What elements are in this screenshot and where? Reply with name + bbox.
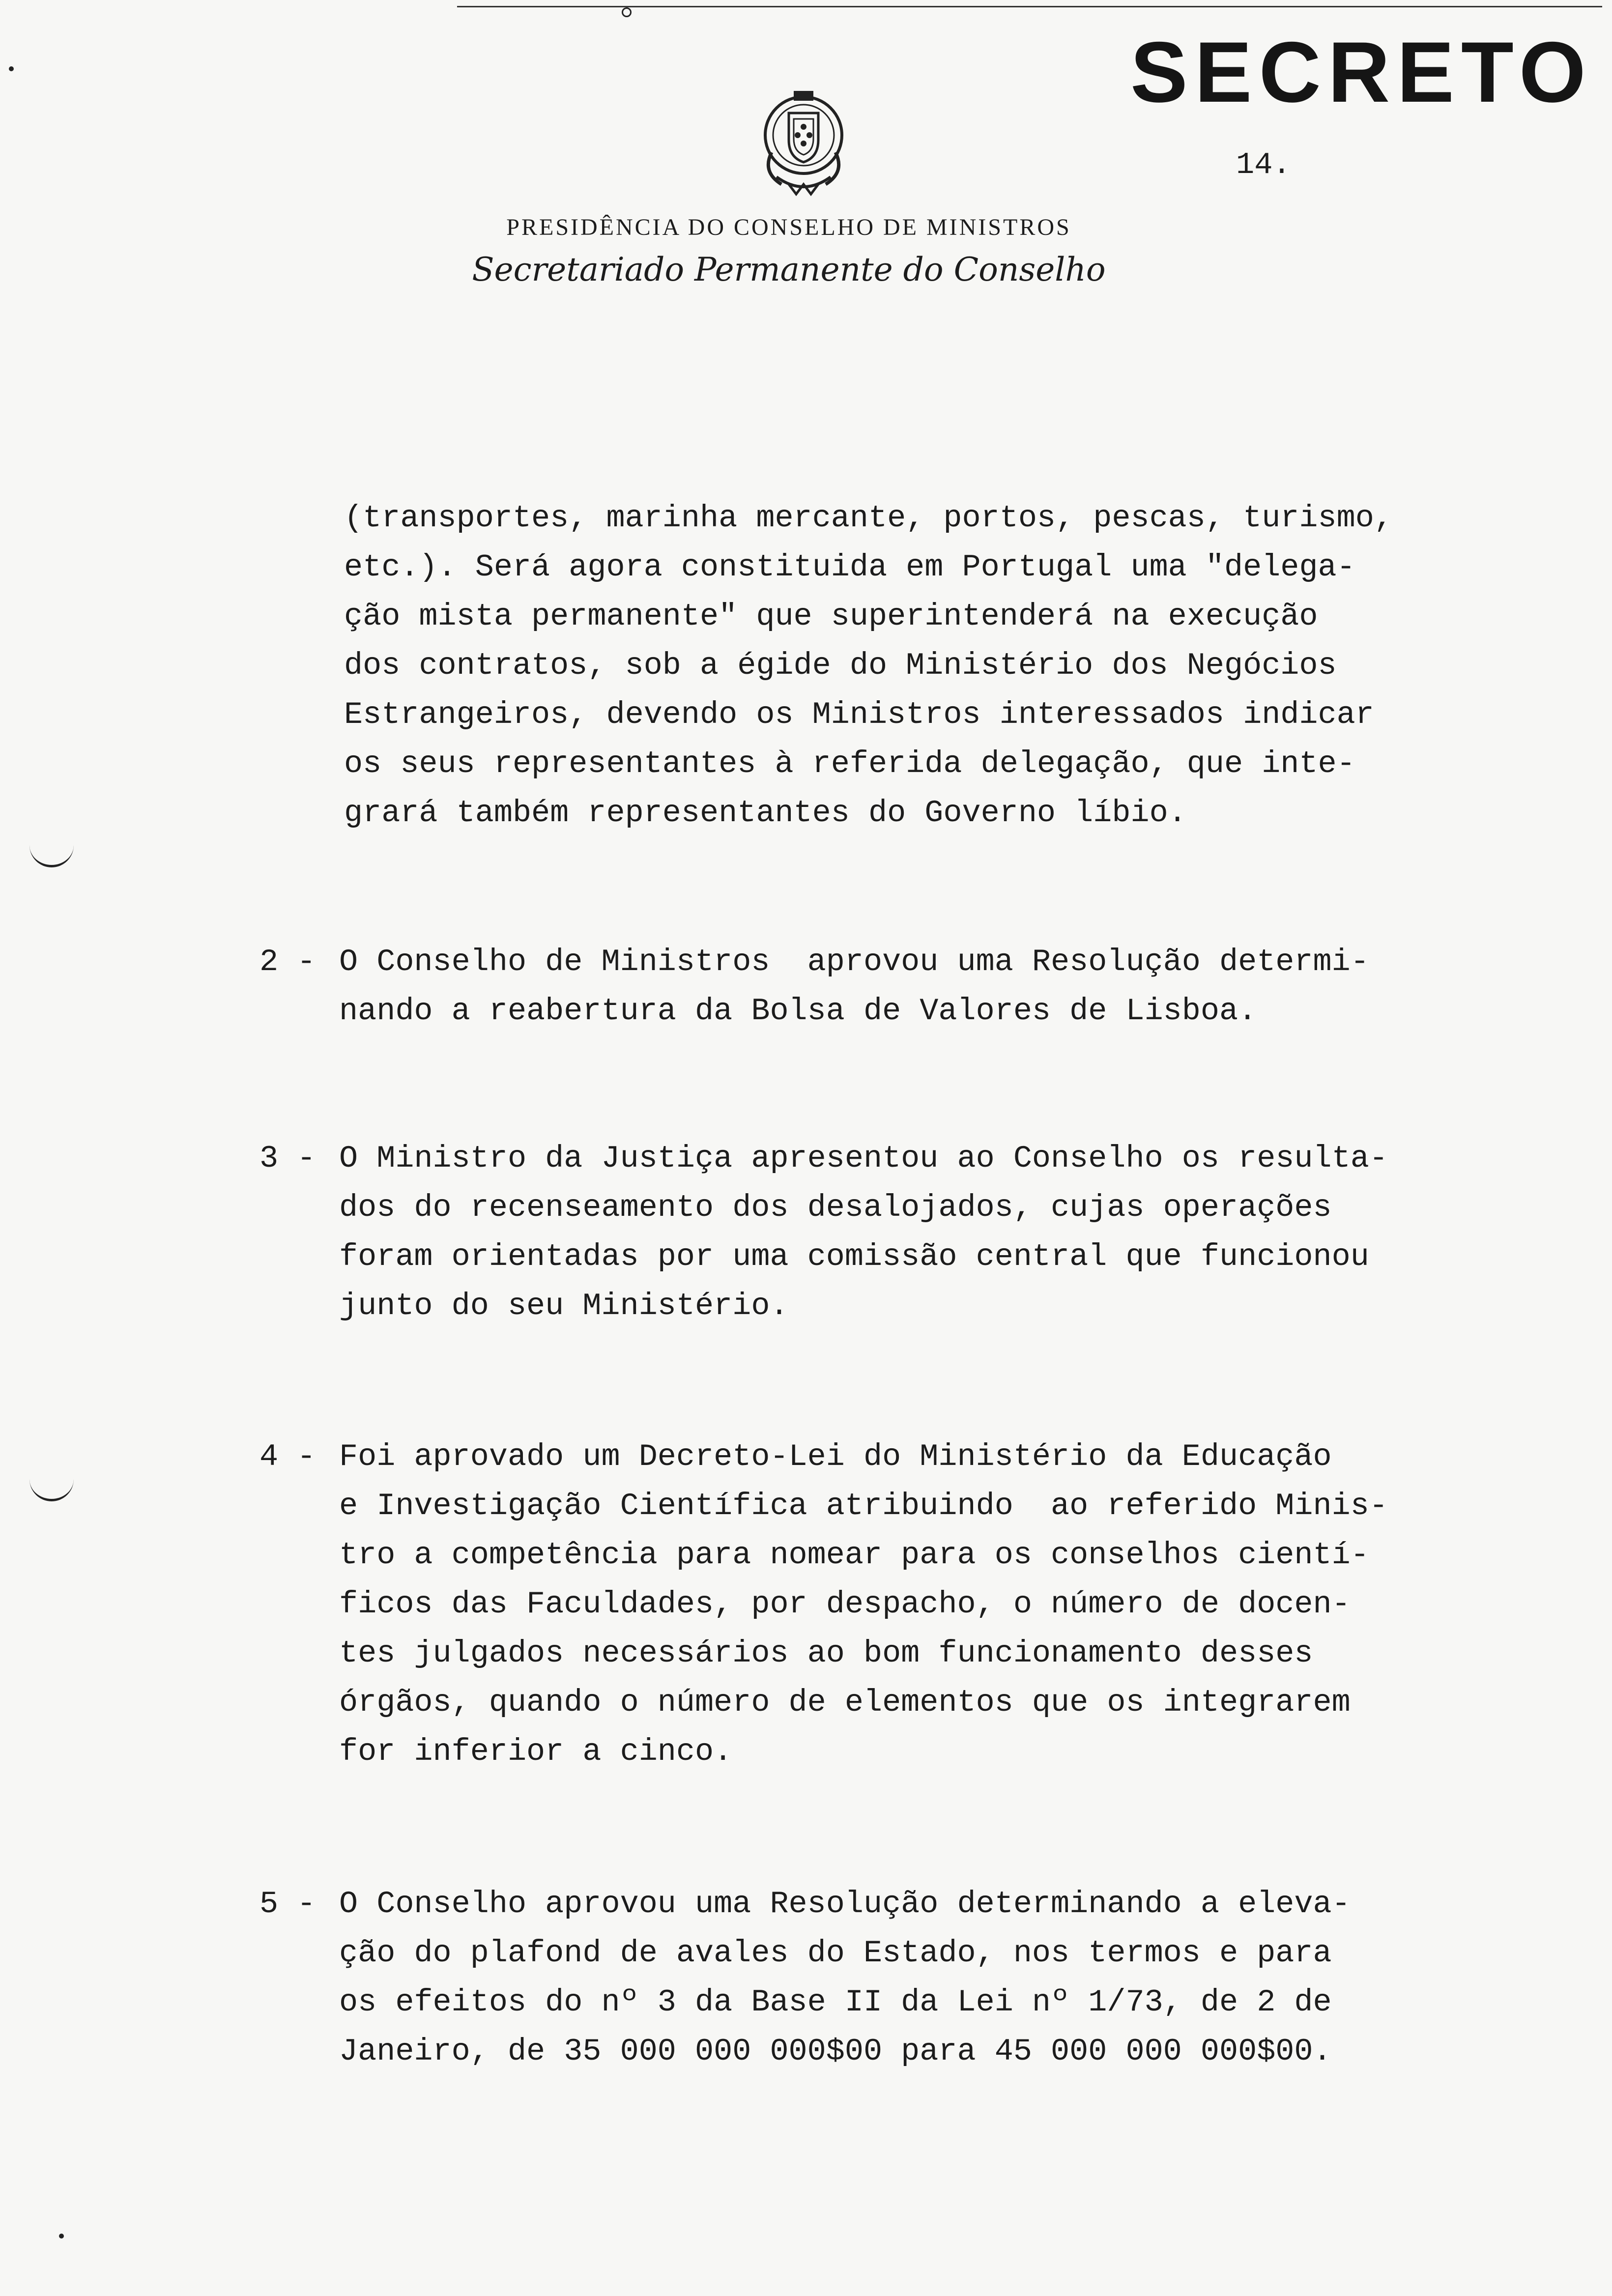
item-line: Janeiro, de 35 000 000 000$00 para 45 000 000 000$00. [339,2034,1332,2069]
item-line: foram orientadas por uma comissão central que funcionou [339,1239,1369,1275]
item-line: for inferior a cinco. [339,1734,733,1770]
item-line: O Ministro da Justiça apresentou ao Conselho os resulta- [339,1141,1388,1177]
item-line: ção do plafond de avales do Estado, nos termos e para [339,1936,1332,1971]
top-rule [457,6,1602,7]
item-line: Foi aprovado um Decreto-Lei do Ministério da Educação [339,1439,1332,1475]
item-line: tes julgados necessários ao bom funcionamento desses [339,1636,1313,1671]
coat-of-arms-icon [742,79,865,201]
office-title: PRESIDÊNCIA DO CONSELHO DE MINISTROS [506,214,1071,240]
item-line: e Investigação Científica atribuindo ao referido Minis- [339,1489,1388,1524]
item-number: 2 - [259,945,316,980]
item-line: ficos das Faculdades, por despacho, o número de docen- [339,1587,1351,1622]
paragraph-line: Estrangeiros, devendo os Ministros interessados indicar [344,697,1374,733]
scan-speck [9,66,14,71]
scan-speck [622,7,632,17]
paragraph-line: (transportes, marinha mercante, portos, pescas, turismo, [344,501,1393,536]
item-line: órgãos, quando o número de elementos que os integrarem [339,1685,1351,1721]
paragraph-line: etc.). Será agora constituida em Portugal uma "delega- [344,550,1355,585]
item-number: 3 - [259,1141,316,1177]
item-line: tro a competência para nomear para os conselhos cientí- [339,1538,1369,1573]
item-number: 5 - [259,1887,316,1922]
page-number: 14. [1236,147,1291,182]
item-line: junto do seu Ministério. [339,1289,789,1324]
item-line: dos do recenseamento dos desalojados, cujas operações [339,1190,1332,1226]
item-line: O Conselho aprovou uma Resolução determinando a eleva- [339,1887,1351,1922]
item-line: O Conselho de Ministros aprovou uma Resolução determi- [339,945,1369,980]
punch-hole-mark [29,845,74,867]
item-line: os efeitos do nº 3 da Base II da Lei nº 1/73, de 2 de [339,1985,1332,2020]
paragraph-line: os seus representantes à referida delegação, que inte- [344,746,1355,782]
item-number: 4 - [259,1439,316,1475]
paragraph-line: grará também representantes do Governo líbio. [344,796,1187,831]
paragraph-line: ção mista permanente" que superintenderá na execução [344,599,1318,634]
office-subtitle: Secretariado Permanente do Conselho [472,251,1106,288]
scan-speck [59,2234,64,2239]
paragraph-line: dos contratos, sob a égide do Ministério dos Negócios [344,648,1337,684]
punch-hole-mark [29,1479,74,1501]
classification-stamp: SECRETO [1130,25,1593,120]
item-line: nando a reabertura da Bolsa de Valores de Lisboa. [339,994,1257,1029]
